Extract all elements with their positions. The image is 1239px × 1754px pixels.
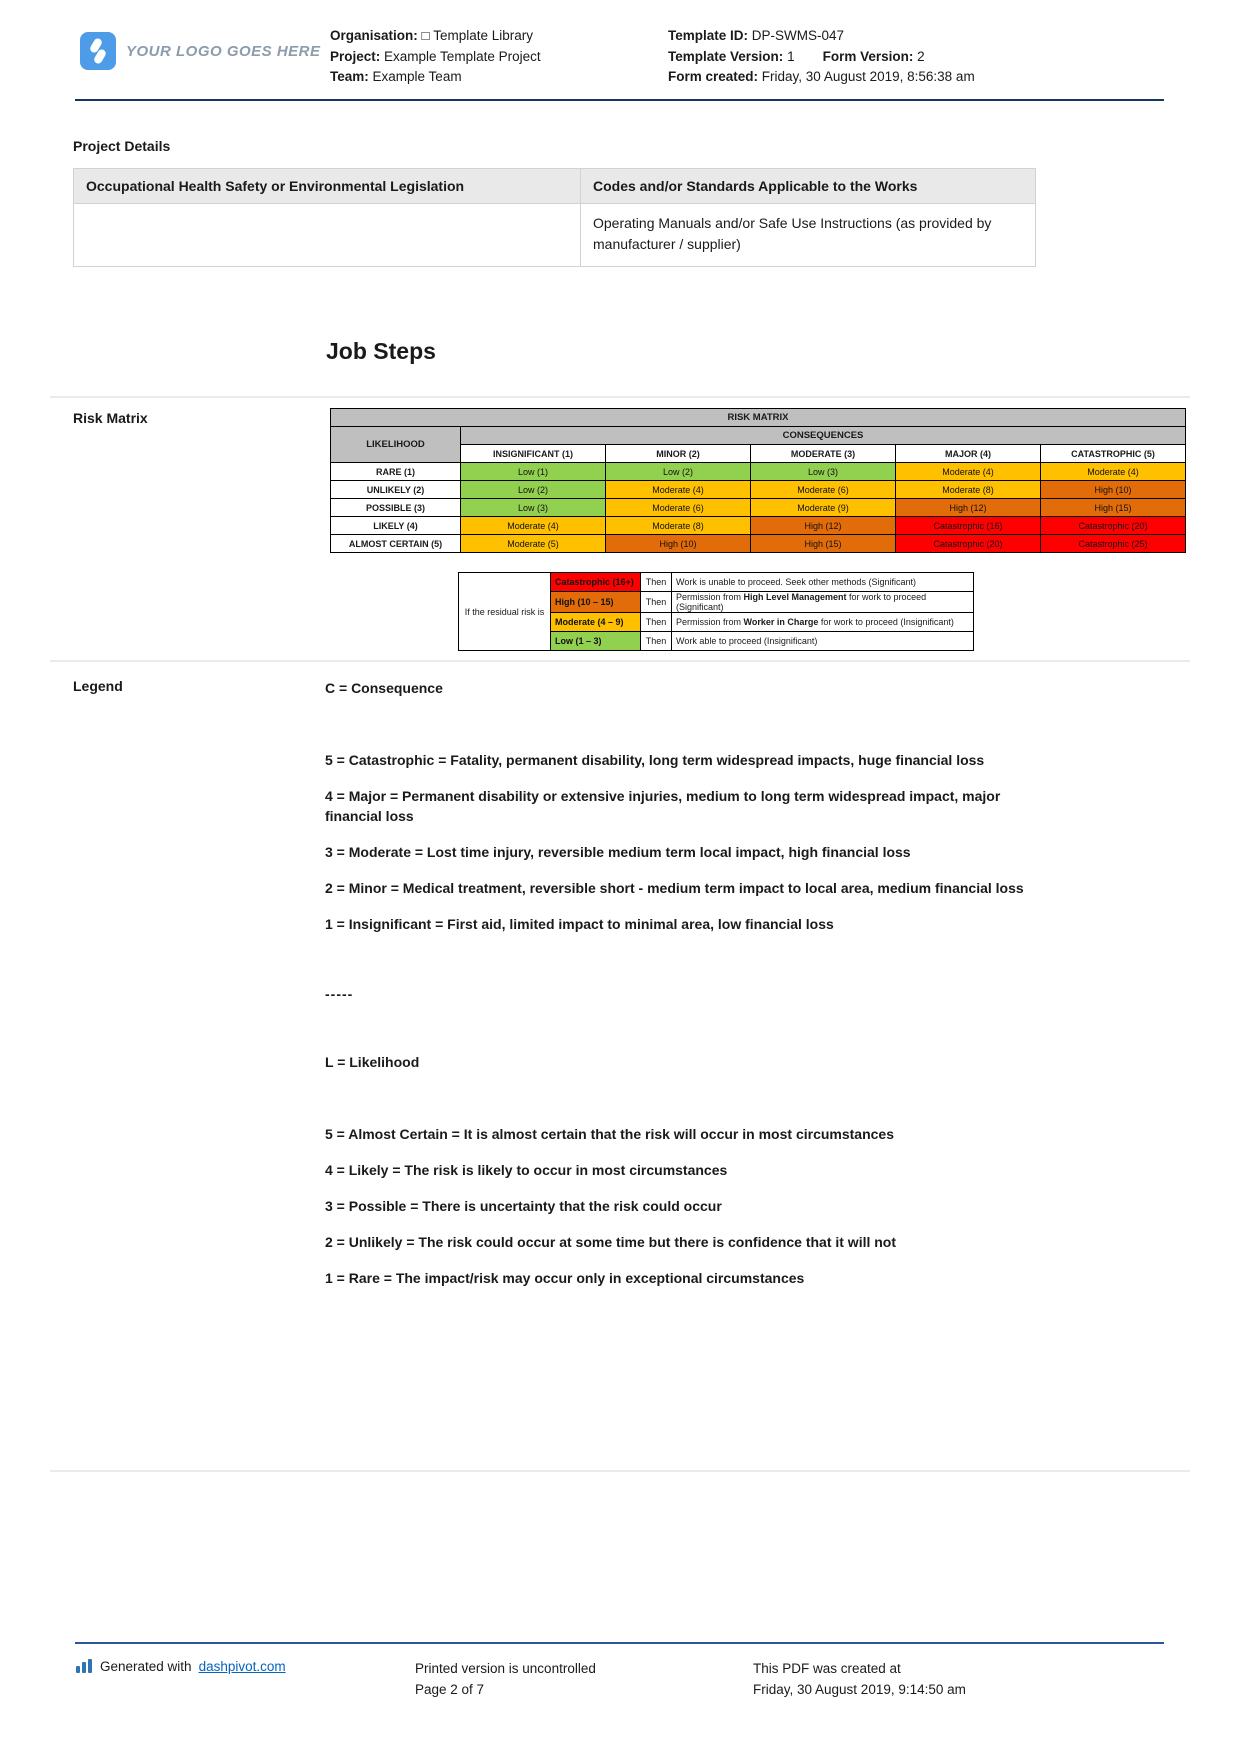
residual-action-cell: [672, 592, 974, 613]
legend-content: [325, 678, 1045, 1288]
page-header: [75, 0, 1164, 101]
residual-action-text: Worker in Charge: [743, 617, 819, 627]
job-steps-heading: Job Steps: [326, 338, 436, 364]
residual-risk-table: [458, 572, 974, 651]
consequence-column-header: MODERATE (3): [751, 445, 896, 463]
risk-cell-high: High (10): [1041, 481, 1186, 499]
consequence-column-header: CATASTROPHIC (5): [1041, 445, 1186, 463]
consequence-column-header: MINOR (2): [606, 445, 751, 463]
form-version-value: 2: [917, 48, 925, 64]
template-version-value: 1: [787, 48, 795, 64]
legislation-value-cell: [74, 204, 581, 267]
dashpivot-bars-icon: [75, 1658, 93, 1674]
form-version-label: Form Version:: [822, 48, 914, 64]
likelihood-item: 1 = Rare = The impact/risk may occur only in exceptional circumstances: [325, 1270, 805, 1286]
risk-matrix-section: [0, 408, 1239, 658]
risk-cell-high: High (15): [1041, 499, 1186, 517]
risk-matrix-label: Risk Matrix: [73, 410, 148, 426]
generated-with-text: Generated with: [100, 1658, 192, 1674]
risk-cell-high: High (12): [751, 517, 896, 535]
page-footer: [75, 1642, 1164, 1697]
risk-cell-low: Low (3): [461, 499, 606, 517]
residual-range-moderate: Moderate (4 – 9): [551, 613, 641, 632]
residual-then-label: Then: [641, 632, 672, 651]
form-created-label: Form created:: [668, 69, 759, 84]
residual-action-text: for work to proceed (Significant): [676, 592, 927, 612]
residual-action-text: Permission from: [676, 617, 744, 627]
risk-cell-moderate: Moderate (5): [461, 535, 606, 553]
consequences-header: CONSEQUENCES: [461, 427, 1186, 445]
likelihood-list: [325, 1124, 1045, 1288]
residual-range-high: High (10 – 15): [551, 592, 641, 613]
consequence-item: 3 = Moderate = Lost time injury, reversible medium term local impact, high financial loss: [325, 844, 911, 860]
project-details-heading: Project Details: [73, 138, 171, 154]
residual-action-text: Work able to proceed (Insignificant): [676, 636, 818, 646]
likelihood-item: 5 = Almost Certain = It is almost certain that the risk will occur in most circumstances: [325, 1126, 894, 1142]
likelihood-title: L = Likelihood: [325, 1054, 420, 1070]
team-label: Team:: [330, 69, 369, 84]
organisation-label: Organisation:: [330, 28, 418, 43]
form-created-line: [668, 67, 975, 88]
form-created-value: Friday, 30 August 2019, 8:56:38 am: [761, 69, 975, 84]
footer-right: [753, 1658, 966, 1700]
risk-cell-moderate: Moderate (9): [751, 499, 896, 517]
page-number: Page 2 of 7: [415, 1682, 485, 1697]
residual-range-catastrophic: Catastrophic (16+): [551, 573, 641, 592]
risk-cell-low: Low (2): [606, 463, 751, 481]
risk-matrix-title: RISK MATRIX: [331, 409, 1186, 427]
risk-cell-low: Low (2): [461, 481, 606, 499]
risk-cell-moderate: Moderate (8): [606, 517, 751, 535]
likelihood-header: LIKELIHOOD: [331, 427, 461, 463]
project-label: Project:: [330, 48, 381, 64]
legend-label: Legend: [73, 678, 123, 694]
likelihood-item: 4 = Likely = The risk is likely to occur in most circumstances: [325, 1162, 728, 1178]
footer-generated: [75, 1658, 286, 1674]
legend-separator: -----: [325, 986, 354, 1002]
residual-action-text: for work to proceed (Insignificant): [818, 617, 954, 627]
risk-cell-moderate: Moderate (4): [1041, 463, 1186, 481]
likelihood-row-header: ALMOST CERTAIN (5): [331, 535, 461, 553]
organisation-value: □ Template Library: [421, 28, 533, 43]
template-version-label: Template Version:: [668, 48, 784, 64]
likelihood-item: 2 = Unlikely = The risk could occur at some time but there is confidence that it will not: [325, 1234, 897, 1250]
risk-cell-moderate: Moderate (8): [896, 481, 1041, 499]
risk-cell-catastrophic: Catastrophic (20): [1041, 517, 1186, 535]
section-divider-1: [50, 396, 1190, 398]
risk-cell-catastrophic: Catastrophic (25): [1041, 535, 1186, 553]
header-info-left: [330, 26, 541, 88]
risk-cell-high: High (12): [896, 499, 1041, 517]
residual-action-cell: [672, 613, 974, 632]
section-divider-3: [50, 1470, 1190, 1472]
consequence-item: 5 = Catastrophic = Fatality, permanent disability, long term widespread impacts, huge financial loss: [325, 752, 985, 768]
risk-cell-moderate: Moderate (4): [461, 517, 606, 535]
risk-cell-low: Low (1): [461, 463, 606, 481]
logo-icon: [80, 32, 116, 70]
risk-matrix-table: [330, 408, 1186, 553]
footer-center: [415, 1658, 596, 1700]
likelihood-row-header: RARE (1): [331, 463, 461, 481]
risk-cell-catastrophic: Catastrophic (20): [896, 535, 1041, 553]
template-id-label: Template ID:: [668, 28, 749, 43]
versions-line: [668, 47, 975, 68]
printed-version-text: Printed version is uncontrolled: [415, 1661, 596, 1676]
residual-range-low: Low (1 – 3): [551, 632, 641, 651]
residual-action-text: High Level Management: [743, 592, 847, 602]
team-value: Example Team: [372, 69, 462, 84]
legend-section: [0, 678, 1239, 1304]
consequence-title: C = Consequence: [325, 680, 443, 696]
residual-action-cell: [672, 573, 974, 592]
project-details-section: [73, 138, 1036, 267]
project-details-table: [73, 168, 1036, 267]
residual-then-label: Then: [641, 592, 672, 613]
risk-cell-high: High (15): [751, 535, 896, 553]
consequence-item: 1 = Insignificant = First aid, limited impact to minimal area, low financial loss: [325, 916, 834, 932]
pdf-created-timestamp: Friday, 30 August 2019, 9:14:50 am: [753, 1682, 966, 1697]
header-info-right: [668, 26, 975, 88]
consequence-item: 2 = Minor = Medical treatment, reversible short - medium term impact to local area, medium financial loss: [325, 880, 1024, 896]
pdf-created-label: This PDF was created at: [753, 1661, 901, 1676]
risk-cell-moderate: Moderate (6): [751, 481, 896, 499]
consequence-column-header: MAJOR (4): [896, 445, 1041, 463]
residual-action-cell: [672, 632, 974, 651]
likelihood-row-header: POSSIBLE (3): [331, 499, 461, 517]
residual-action-text: Permission from: [676, 592, 744, 602]
codes-value-cell: Operating Manuals and/or Safe Use Instructions (as provided by manufacturer / supplier): [581, 204, 1036, 267]
template-id-value: DP-SWMS-047: [751, 28, 845, 43]
legislation-header-cell: [74, 169, 581, 204]
residual-action-text: Work is unable to proceed. Seek other methods (Significant): [676, 577, 916, 587]
risk-cell-moderate: Moderate (4): [606, 481, 751, 499]
likelihood-item: 3 = Possible = There is uncertainty that the risk could occur: [325, 1198, 722, 1214]
residual-then-label: Then: [641, 613, 672, 632]
logo-placeholder-text: YOUR LOGO GOES HERE: [126, 42, 321, 60]
team-line: [330, 67, 541, 88]
consequence-item: 4 = Major = Permanent disability or extensive injuries, medium to long term widespread impact, major financial loss: [325, 788, 1001, 824]
likelihood-row-header: LIKELY (4): [331, 517, 461, 535]
project-value: Example Template Project: [384, 48, 541, 64]
codes-header: Codes and/or Standards Applicable to the Works: [593, 178, 918, 194]
consequence-list: [325, 750, 1045, 934]
organisation-line: [330, 26, 541, 47]
risk-cell-moderate: Moderate (6): [606, 499, 751, 517]
risk-cell-moderate: Moderate (4): [896, 463, 1041, 481]
risk-cell-low: Low (3): [751, 463, 896, 481]
risk-cell-catastrophic: Catastrophic (16): [896, 517, 1041, 535]
section-divider-2: [50, 660, 1190, 662]
residual-condition-cell: If the residual risk is: [459, 573, 551, 651]
company-logo: [80, 32, 321, 70]
project-line: [330, 47, 541, 68]
likelihood-row-header: UNLIKELY (2): [331, 481, 461, 499]
template-id-line: [668, 26, 975, 47]
codes-header-cell: [581, 169, 1036, 204]
dashpivot-link[interactable]: dashpivot.com: [198, 1658, 286, 1674]
residual-then-label: Then: [641, 573, 672, 592]
legislation-header: Occupational Health Safety or Environmental Legislation: [86, 178, 465, 194]
consequence-column-header: INSIGNIFICANT (1): [461, 445, 606, 463]
risk-cell-high: High (10): [606, 535, 751, 553]
